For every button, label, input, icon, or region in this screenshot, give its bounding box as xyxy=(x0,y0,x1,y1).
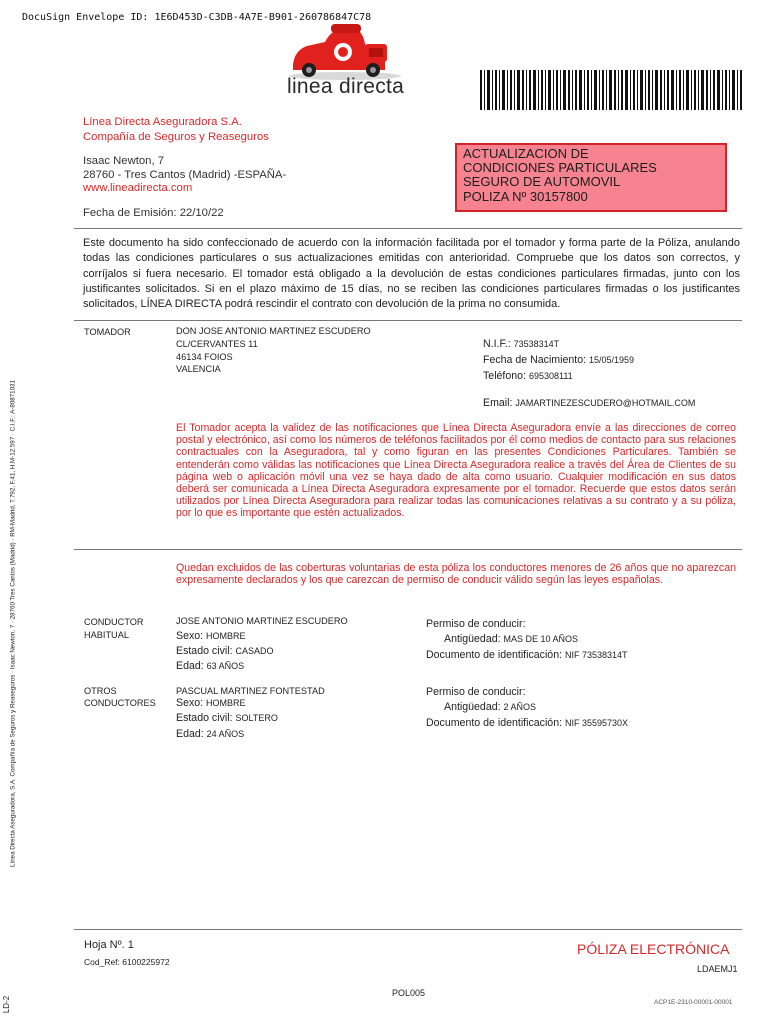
antiguedad-value: MAS DE 10 AÑOS xyxy=(503,634,579,644)
documento-value: NIF 73538314T xyxy=(565,650,628,660)
conductor-habitual-civil xyxy=(176,645,274,657)
side-legal-label: Línea Directa Aseguradora, S.A. Compañía de Seguros y Reaseguros · Isaac Newton, 7 · 28760 Tres Cantos (Madrid) · RM-Madrid, T.792, F.41, H.M-12.597 · C.I.F.: A-80871031 xyxy=(9,380,17,867)
side-legal-text xyxy=(3,240,17,1020)
conductor-habitual-antiguedad xyxy=(444,633,578,645)
phone-value: 695308111 xyxy=(528,371,573,381)
electronic-policy-label: PÓLIZA ELECTRÓNICA xyxy=(577,941,730,957)
civil-value: SOLTERO xyxy=(235,713,278,723)
tomador-city: 46134 FOIOS xyxy=(176,352,233,362)
company-subtitle: Compañía de Seguros y Reaseguros xyxy=(83,131,269,143)
emission-date: Fecha de Emisión: 22/10/22 xyxy=(83,207,224,219)
otros-conductores-sexo xyxy=(176,697,246,709)
intro-paragraph: Este documento ha sido confeccionado de acuerdo con la información facilitada por el tomador y forma parte de la Póliza, anulando todas las condiciones particulares o sus actualizaciones emitidas con anterioridad. Compruebe que los datos son correctos, y corríjalos si fuera necesario. El tomador está obligado a la devolución de estas condiciones particulares firmadas, junto con los justificantes solicitados. Si en el plazo máximo de 15 días, no se reciben las condiciones particulares firmadas o los justificantes solicitados, LÍNEA DIRECTA podrá rescindir el contrato con devolución de la prima no consumida. xyxy=(83,237,740,311)
conductor-habitual-documento xyxy=(426,649,628,661)
documento-label: Documento de identificación: xyxy=(426,649,563,661)
tomador-name: DON JOSE ANTONIO MARTINEZ ESCUDERO xyxy=(176,326,371,336)
civil-label: Estado civil: xyxy=(176,712,233,724)
documento-label: Documento de identificación: xyxy=(426,717,563,729)
ld-code: LD-2 xyxy=(2,995,12,1014)
edad-label: Edad: xyxy=(176,728,204,740)
notification-notice: El Tomador acepta la validez de las notificaciones que Línea Directa Aseguradora envíe a las direcciones de correo postal y electrónico, así como los números de teléfonos facilitados por él como medios de contacto para sus relaciones contractuales con la Aseguradora, tal y como figuran en las presentes Condiciones Particulares. También se entenderán como válidas las notificaciones que Línea Directa Aseguradora realice a través del Área de Clientes de su página web o aplicación móvil una vez se haya dado de alta como usuario. Cualquier modificación en sus datos deberá ser comunicada a Línea Directa Aseguradora expresamente por el tomador. Recuerde que estos datos serán utilizados por Línea Directa Aseguradora para realizar todas las comunicaciones relativas a su contrato y a su póliza, por lo que es importante que estén actualizados. xyxy=(176,422,736,520)
barcode-icon xyxy=(480,70,742,110)
email-label: Email: xyxy=(483,397,513,409)
conductor-habitual-edad xyxy=(176,660,244,672)
conductor-habitual-name: JOSE ANTONIO MARTINEZ ESCUDERO xyxy=(176,616,348,626)
policy-title-line-2: CONDICIONES PARTICULARES xyxy=(463,160,657,176)
birth-row xyxy=(483,354,634,366)
phone-row xyxy=(483,370,573,382)
phone-label: Teléfono: xyxy=(483,370,526,382)
company-address-2: 28760 - Tres Cantos (Madrid) -ESPAÑA- xyxy=(83,169,287,181)
civil-label: Estado civil: xyxy=(176,645,233,657)
nif-label: N.I.F.: xyxy=(483,338,511,350)
company-web-link[interactable]: www.lineadirecta.com xyxy=(83,182,193,194)
sexo-value: HOMBRE xyxy=(206,631,246,641)
tomador-street: CL/CERVANTES 11 xyxy=(176,339,258,349)
otros-conductores-label-1: OTROS xyxy=(84,686,117,696)
otros-conductores-permiso-label: Permiso de conducir: xyxy=(426,686,526,698)
divider xyxy=(74,228,742,229)
antiguedad-label: Antigüedad: xyxy=(444,633,501,645)
otros-conductores-edad xyxy=(176,728,244,740)
otros-conductores-civil xyxy=(176,712,278,724)
docusign-envelope-id: DocuSign Envelope ID: 1E6D453D-C3DB-4A7E-B901-260786847C78 xyxy=(22,12,372,23)
edad-value: 63 AÑOS xyxy=(206,661,245,671)
divider xyxy=(74,320,742,321)
otros-conductores-documento xyxy=(426,717,628,729)
tomador-label: TOMADOR xyxy=(84,327,131,337)
nif-value: 73538314T xyxy=(513,339,560,349)
logo-phone-car-icon xyxy=(285,20,405,82)
edad-value: 24 AÑOS xyxy=(206,729,245,739)
sexo-label: Sexo: xyxy=(176,697,204,709)
documento-value: NIF 35595730X xyxy=(565,718,629,728)
email-row xyxy=(483,397,695,409)
pol-code: POL005 xyxy=(392,988,426,998)
email-value: JAMARTINEZESCUDERO@HOTMAIL.COM xyxy=(515,398,696,408)
footer-divider xyxy=(74,929,742,930)
otros-conductores-name: PASCUAL MARTINEZ FONTESTAD xyxy=(176,686,325,696)
edad-label: Edad: xyxy=(176,660,204,672)
acp-code: ACP1E-2310-00001-00001 xyxy=(654,999,733,1006)
otros-conductores-antiguedad xyxy=(444,701,536,713)
sexo-value: HOMBRE xyxy=(206,698,246,708)
divider xyxy=(74,549,742,550)
tomador-province: VALENCIA xyxy=(176,364,221,374)
reference-code: Cod_Ref: 6100225972 xyxy=(84,957,170,967)
company-name: Línea Directa Aseguradora S.A. xyxy=(83,116,242,128)
birth-label: Fecha de Nacimiento: xyxy=(483,354,587,366)
birth-value: 15/05/1959 xyxy=(589,355,635,365)
conductor-habitual-label-1: CONDUCTOR xyxy=(84,617,144,627)
antiguedad-value: 2 AÑOS xyxy=(503,702,537,712)
conductor-habitual-sexo xyxy=(176,630,246,642)
policy-title-line-1: ACTUALIZACION DE xyxy=(463,146,589,161)
conductor-habitual-label-2: HABITUAL xyxy=(84,630,129,640)
document-code: LDAEMJ1 xyxy=(697,964,738,974)
page-number: Hoja Nº. 1 xyxy=(84,939,134,951)
policy-title-line-3: SEGURO DE AUTOMOVIL xyxy=(463,174,621,190)
conductor-habitual-permiso-label: Permiso de conducir: xyxy=(426,618,526,630)
nif-row xyxy=(483,338,559,350)
logo-text: linea directa xyxy=(287,75,405,98)
company-address-1: Isaac Newton, 7 xyxy=(83,155,165,167)
policy-title-box xyxy=(455,143,727,212)
sexo-label: Sexo: xyxy=(176,630,204,642)
policy-number: POLIZA Nº 30157800 xyxy=(463,188,588,204)
antiguedad-label: Antigüedad: xyxy=(444,701,501,713)
exclusion-notice: Quedan excluidos de las coberturas voluntarias de esta póliza los conductores menores de 26 años que no aparezcan expresamente declarados y los que carezcan de permiso de conducir válido según las leyes españolas. xyxy=(176,562,736,587)
civil-value: CASADO xyxy=(235,646,274,656)
otros-conductores-label-2: CONDUCTORES xyxy=(84,698,156,708)
